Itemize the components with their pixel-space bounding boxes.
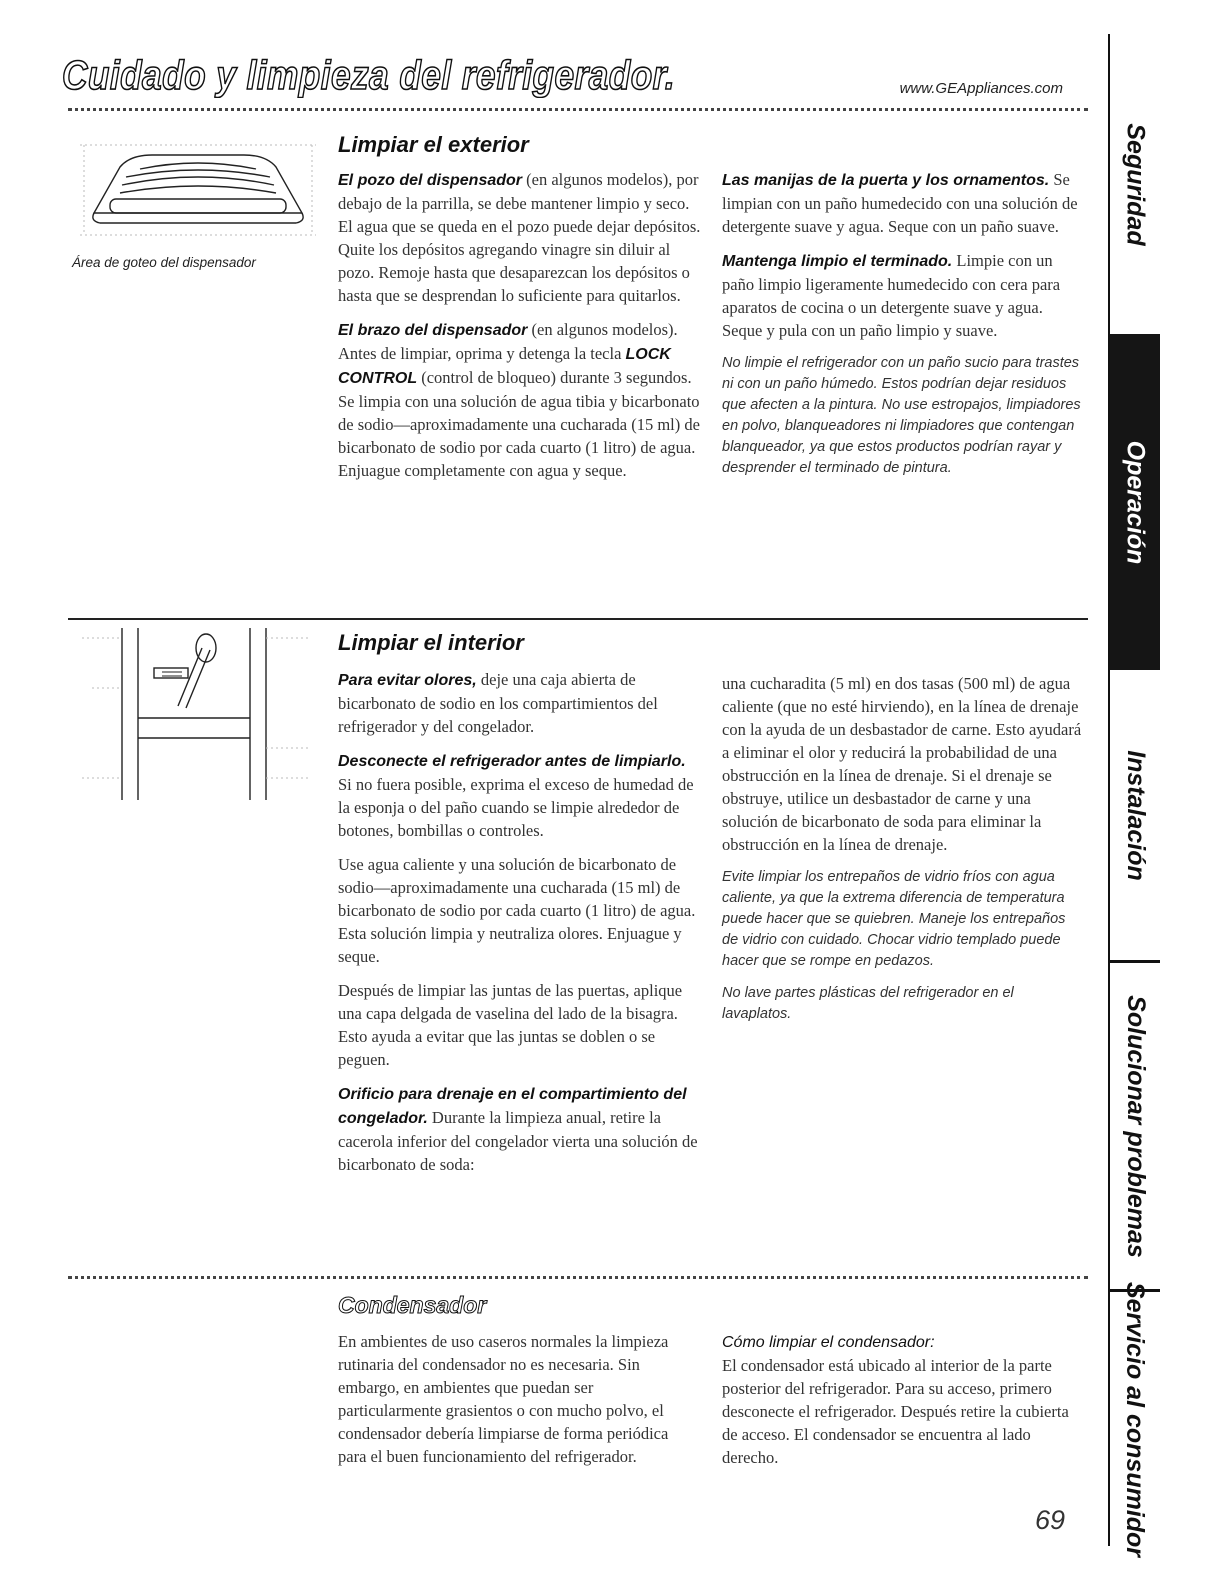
paragraph-drain-cont: una cucharadita (5 ml) en dos tasas (500 ml) de agua caliente (que no esté hirviendo), en la línea de drenaje con la ayuda de un desbastador de carne. Esto ayudará a eliminar el olor y reducirá la probabilidad de una obstrucción en la línea de drenaje. Si el drenaje se obstruye, utilice un desbastador de carne y una solución de bicarbonato de soda para eliminar la obstrucción en la línea de drenaje. <box>722 674 1082 854</box>
page-number: 69 <box>1035 1505 1066 1535</box>
exterior-left-column <box>338 168 706 493</box>
condenser-left-column <box>338 1330 698 1479</box>
section-divider-dotted <box>68 1276 1088 1279</box>
dishwasher-note: No lave partes plásticas del refrigerador en el lavaplatos. <box>722 985 1014 1022</box>
paragraph-dispenser-arm: El brazo del dispensador (en algunos modelos). Antes de limpiar, oprima y detenga la tecla LOCK CONTROL (control de bloqueo) durante 3 segundos. Se limpia con una solución de agua tibia y bicarbonato de sodio—aproximadamente una cucharada (15 ml) de bicarbonato de sodio por cada cuarto (1 litro) de agua. Enjuague completamente con agua y seque. <box>338 320 700 480</box>
paragraph-gaskets: Después de limpiar las juntas de las puertas, aplique una capa delgada de vaselina del lado de la bisagra. Esto ayuda a evitar que las juntas se doblen o se peguen. <box>338 981 683 1069</box>
paragraph-handles: Las manijas de la puerta y los ornamentos. Se limpian con un paño humedecido con una solución de detergente suave y agua. Seque con un paño suave. <box>722 170 1078 236</box>
section-heading-exterior: Limpiar el exterior <box>338 132 529 157</box>
condenser-right-column <box>722 1330 1084 1480</box>
dispenser-drip-area-illustration <box>80 125 316 245</box>
paragraph-condenser: En ambientes de uso caseros normales la limpieza rutinaria del condensador no es necesaria. Sin embargo, en ambientes que puedan ser particularmente grasientos o con mucho polvo, el condensador debería limpiarse de forma periódica para el buen funcionamiento del refrigerador. <box>338 1332 669 1466</box>
page-title: Cuidado y limpieza del refrigerador. <box>62 52 676 98</box>
interior-left-column <box>338 668 698 1187</box>
paragraph-disconnect: Desconecte el refrigerador antes de limpiarlo. Si no fuera posible, exprima el exceso de humedad de la esponja o del paño cuando se limpie alrededor de botones, bombillas o controles. <box>338 753 694 840</box>
paragraph-drain: Orificio para drenaje en el compartimiento del congelador. Durante la limpieza anual, retire la cacerola inferior del congelador vierta una solución de bicarbonato de soda: <box>338 1086 698 1174</box>
paragraph-odors: Para evitar olores, deje una caja abierta de bicarbonato de sodio en los compartimientos del refrigerador y del congelador. <box>338 670 658 736</box>
section-heading-condenser: Condensador <box>338 1292 487 1318</box>
paragraph-condenser-howto: El condensador está ubicado al interior de la parte posterior del refrigerador. Para su acceso, primero desconecte el refrigerador. Después retire la cubierta de acceso. El condensador se encuentra al lado derecho. <box>722 1356 1069 1467</box>
website-link[interactable]: www.GEAppliances.com <box>899 80 1063 97</box>
paragraph-dispenser-well: El pozo del dispensador (en algunos modelos), por debajo de la parrilla, se debe mantener limpio y seco. El agua que se queda en el pozo puede dejar depósitos. Quite los depósitos agregando vinagre sin diluir al pozo. Remoje hasta que desaparezcan los depósitos o hasta que se desprendan lo suficiente para quitarlos. <box>338 170 701 305</box>
section-divider <box>68 618 1088 620</box>
refrigerator-interior-illustration <box>82 628 308 800</box>
section-heading-interior: Limpiar el interior <box>338 630 524 655</box>
section-sidebar <box>1108 34 1160 1557</box>
tab-seguridad[interactable]: Seguridad <box>1121 122 1150 246</box>
tab-solucionar-problemas[interactable]: Solucionar problemas <box>1121 994 1150 1258</box>
paragraph-solution: Use agua caliente y una solución de bicarbonato de sodio—aproximadamente una cucharada (15 ml) de bicarbonato de sodio por cada cuarto (1 litro) de agua. Esta solución limpia y neutraliza olores. Enjuague y seque. <box>338 855 696 966</box>
paragraph-finish: Mantenga limpio el terminado. Limpie con un paño limpio ligeramente humedecido con cera para aparatos de cocina o un detergente suave y agua. Seque y pula con un paño limpio y suave. <box>722 251 1061 340</box>
tab-instalacion[interactable]: Instalación <box>1121 749 1150 881</box>
header-rule <box>68 108 1088 111</box>
exterior-right-column <box>722 168 1084 490</box>
condenser-howto-heading: Cómo limpiar el condensador: <box>722 1334 935 1351</box>
lock-control-key: LOCK CONTROL <box>338 346 671 387</box>
tab-servicio-al-consumidor[interactable]: Servicio al consumidor <box>1121 1281 1150 1557</box>
interior-right-column <box>722 672 1084 1036</box>
image-caption: Área de goteo del dispensador <box>72 255 256 270</box>
tab-operacion[interactable]: Operación <box>1110 334 1160 670</box>
exterior-warning: No limpie el refrigerador con un paño sucio para trastes ni con un paño húmedo. Estos podrían dejar residuos que afecten a la pintura. No use estropajos, limpiadores en polvo, blanqueadores ni limpiadores que contengan blanqueador, ya que estos productos podrían rayar y desprender el terminado de pintura. <box>722 355 1081 476</box>
glass-shelves-note: Evite limpiar los entrepaños de vidrio fríos con agua caliente, ya que la extrema diferencia de temperatura puede hacer que se quiebren. Maneje los entrepaños de vidrio con cuidado. Chocar vidrio templado puede hacer que se rompe en pedazos. <box>722 869 1066 969</box>
